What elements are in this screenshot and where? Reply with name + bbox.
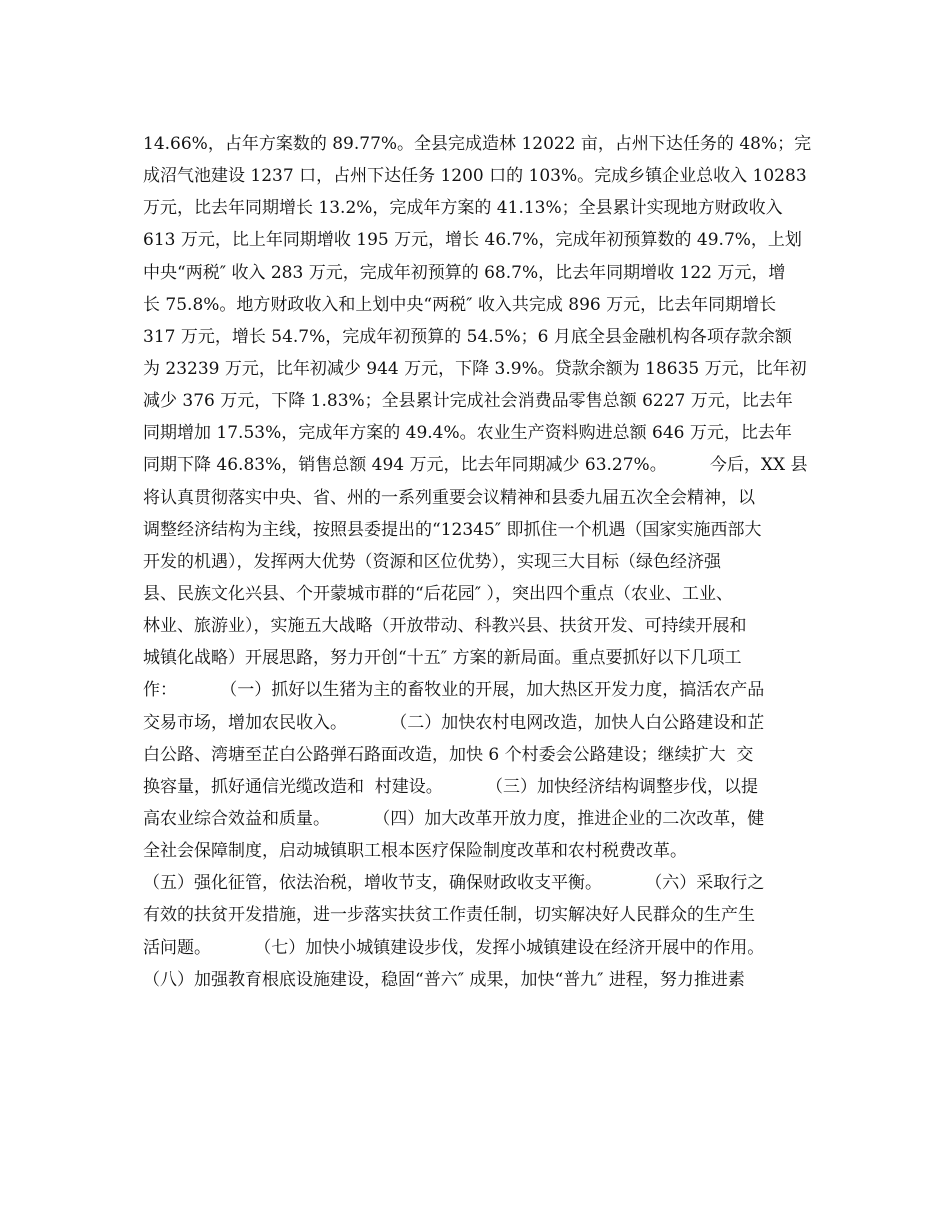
text-line-22: 高农业综合效益和质量。 （四）加大改革开放力度，推进企业的二次改革，健 [143, 808, 765, 829]
text-line-23: 全社会保障制度，启动城镇职工根本医疗保险制度改革和农村税费改革。 [143, 841, 687, 862]
text-line-20: 白公路、湾塘至芷白公路弹石路面改造，加快 6 个村委会公路建设；继续扩大 交 [143, 744, 754, 765]
text-line-10: 同期增加 17.53%，完成年方案的 49.4%。农业生产资料购进总额 646 万元，比去年 [143, 423, 792, 444]
text-line-11: 同期下降 46.83%，销售总额 494 万元，比去年同期减少 63.27%。 今后，XX 县 [143, 455, 808, 476]
text-line-3: 万元，比去年同期增长 13.2%，完成年方案的 41.13%；全县累计实现地方财政收入 [143, 198, 783, 219]
text-line-2: 成沼气池建设 1237 口，占州下达任务 1200 口的 103%。完成乡镇企业总收入 10283 [143, 166, 807, 187]
text-line-24: （五）强化征管，依法治税，增收节支，确保财政收支平衡。 （六）采取行之 [143, 873, 765, 894]
text-line-12: 将认真贯彻落实中央、省、州的一系列重要会议精神和县委九届五次全会精神，以 [143, 487, 755, 508]
text-line-7: 317 万元，增长 54.7%，完成年初预算的 54.5%；6 月底全县金融机构各项存款余额 [143, 326, 792, 347]
text-line-18: 作： （一）抓好以生猪为主的畜牧业的开展，加大热区开发力度，搞活农产品 [143, 680, 765, 701]
text-line-17: 城镇化战略）开展思路，努力开创“十五″ 方案的新局面。重点要抓好以下几项工 [143, 648, 742, 669]
text-line-15: 县、民族文化兴县、个开蒙城市群的“后花园″ ），突出四个重点（农业、工业、 [143, 583, 733, 604]
text-line-8: 为 23239 万元，比年初减少 944 万元，下降 3.9%。贷款余额为 18635 万元，比年初 [143, 358, 807, 379]
text-line-9: 减少 376 万元，下降 1.83%；全县累计完成社会消费品零售总额 6227 万元，比去年 [143, 391, 793, 412]
body-paragraph [143, 128, 812, 996]
text-line-19: 交易市场，增加农民收入。 （二）加快农村电网改造，加快人白公路建设和芷 [143, 712, 765, 733]
text-line-16: 林业、旅游业），实施五大战略（开放带动、科教兴县、扶贫开发、可持续开展和 [143, 616, 747, 637]
text-line-26: 活问题。 （七）加快小城镇建设步伐，发挥小城镇建设在经济开展中的作用。 [143, 937, 765, 958]
text-line-5: 中央“两税″ 收入 283 万元，完成年初预算的 68.7%，比去年同期增收 122 万元，增 [143, 262, 786, 283]
text-line-6: 长 75.8%。地方财政收入和上划中央“两税″ 收入共完成 896 万元，比去年同期增长 [143, 294, 777, 315]
text-line-21: 换容量，抓好通信光缆改造和 村建设。 （三）加快经济结构调整步伐，以提 [143, 776, 759, 797]
text-line-27: （八）加强教育根底设施建设，稳固“普六″ 成果，加快“普九″ 进程，努力推进素 [143, 969, 745, 990]
text-line-25: 有效的扶贫开发措施，进一步落实扶贫工作责任制，切实解决好人民群众的生产生 [143, 905, 755, 926]
text-line-4: 613 万元，比上年同期增收 195 万元，增长 46.7%，完成年初预算数的 49.7%，上划 [143, 230, 802, 251]
text-line-13: 调整经济结构为主线，按照县委提出的“12345″ 即抓住一个机遇（国家实施西部大 [143, 519, 762, 540]
text-line-14: 开发的机遇），发挥两大优势（资源和区位优势），实现三大目标（绿色经济强 [143, 551, 721, 572]
text-line-1: 14.66%，占年方案数的 89.77%。全县完成造林 12022 亩，占州下达任务的 48%；完 [143, 134, 812, 154]
